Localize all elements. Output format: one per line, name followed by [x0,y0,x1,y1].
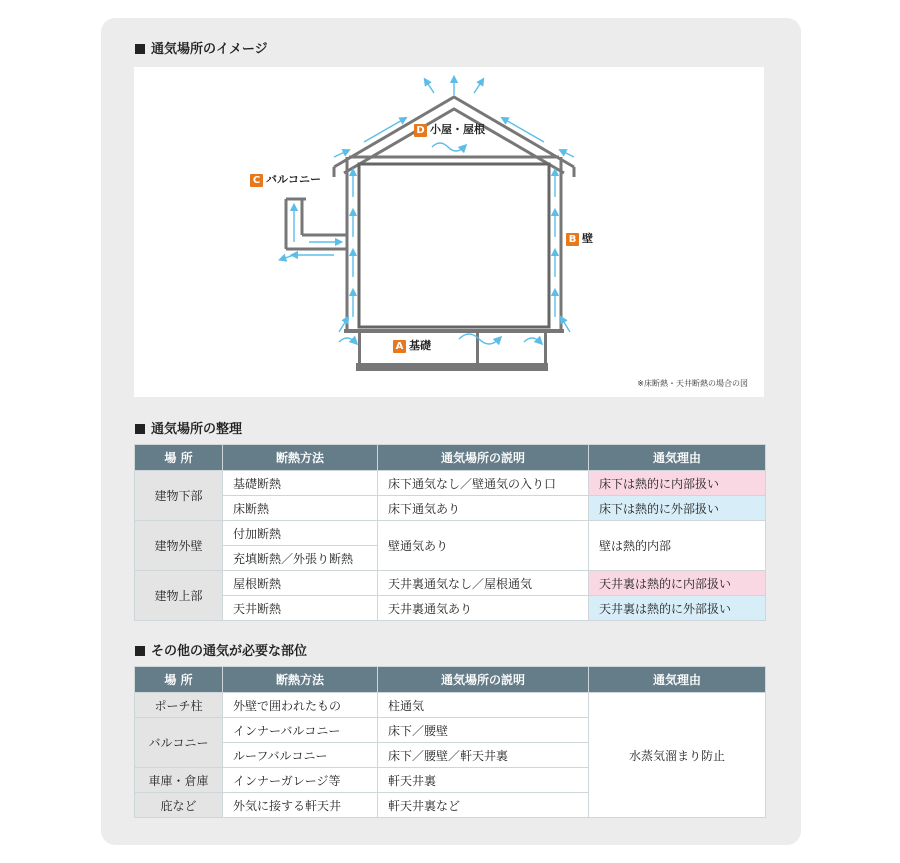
table-row [135,693,766,718]
header-reason: 通気理由 [589,445,766,471]
description-cell: 壁通気あり [378,521,589,571]
place-cell: 建物上部 [135,571,223,621]
description-cell: 天井裏通気あり [378,596,589,621]
method-cell: 天井断熱 [223,596,378,621]
description-cell: 床下／腰壁／軒天井裏 [378,743,589,768]
method-cell: 充填断熱／外張り断熱 [223,546,378,571]
place-cell: バルコニー [135,718,223,768]
table-header-row [135,445,766,471]
table-row [135,521,766,546]
section-title: その他の通気が必要な部位 [151,644,308,659]
section-title: 通気場所のイメージ [151,42,268,57]
square-bullet-icon [135,646,145,656]
header-description: 通気場所の説明 [378,667,589,693]
section-heading-image [135,38,268,57]
section-title: 通気場所の整理 [151,422,243,437]
table-row [135,471,766,496]
description-cell: 柱通気 [378,693,589,718]
method-cell: 基礎断熱 [223,471,378,496]
reason-cell: 床下は熱的に内部扱い [589,471,766,496]
header-method: 断熱方法 [223,445,378,471]
section-heading-summary [135,418,242,437]
header-place: 場 所 [135,667,223,693]
place-cell: 車庫・倉庫 [135,768,223,793]
foundation-structure [344,329,564,371]
roof-label-text: 小屋・屋根 [430,123,485,136]
ventilation-diagram [134,67,764,397]
description-cell: 床下通気あり [378,496,589,521]
reason-cell: 壁は熱的内部 [589,521,766,571]
reason-cell: 天井裏は熱的に外部扱い [589,596,766,621]
house-diagram-svg [134,67,764,397]
square-bullet-icon [135,44,145,54]
method-cell: インナーガレージ等 [223,768,378,793]
place-cell: ポーチ柱 [135,693,223,718]
header-description: 通気場所の説明 [378,445,589,471]
place-cell: 建物外壁 [135,521,223,571]
table-row [135,596,766,621]
description-cell: 軒天井裏 [378,768,589,793]
badge-b: B [566,233,579,246]
label-wall [566,230,593,246]
balcony-label-text: バルコニー [266,173,321,186]
method-cell: 床断熱 [223,496,378,521]
description-cell: 軒天井裏など [378,793,589,818]
square-bullet-icon [135,424,145,434]
badge-a: A [393,340,406,353]
ventilation-summary-table [134,444,766,621]
table-row [135,571,766,596]
method-cell: 外壁で囲われたもの [223,693,378,718]
place-cell: 庇など [135,793,223,818]
diagram-note: ※床断熱・天井断熱の場合の図 [637,379,748,388]
description-cell: 床下／腰壁 [378,718,589,743]
reason-cell: 床下は熱的に外部扱い [589,496,766,521]
method-cell: 外気に接する軒天井 [223,793,378,818]
label-roof [414,121,485,137]
table-row [135,496,766,521]
method-cell: ルーフバルコニー [223,743,378,768]
reason-cell: 水蒸気溜まり防止 [589,693,766,818]
label-foundation [393,337,431,353]
description-cell: 床下通気なし／壁通気の入り口 [378,471,589,496]
method-cell: インナーバルコニー [223,718,378,743]
header-place: 場 所 [135,445,223,471]
method-cell: 屋根断熱 [223,571,378,596]
description-cell: 天井裏通気なし／屋根通気 [378,571,589,596]
method-cell: 付加断熱 [223,521,378,546]
header-reason: 通気理由 [589,667,766,693]
reason-cell: 天井裏は熱的に内部扱い [589,571,766,596]
inner-room [359,164,549,327]
other-ventilation-table [134,666,766,818]
wall-label-text: 壁 [582,232,593,245]
section-heading-other [135,640,307,659]
header-method: 断熱方法 [223,667,378,693]
foundation-label-text: 基礎 [409,339,431,352]
label-balcony [250,171,321,187]
badge-d: D [414,124,427,137]
table-header-row [135,667,766,693]
place-cell: 建物下部 [135,471,223,521]
badge-c: C [250,174,263,187]
